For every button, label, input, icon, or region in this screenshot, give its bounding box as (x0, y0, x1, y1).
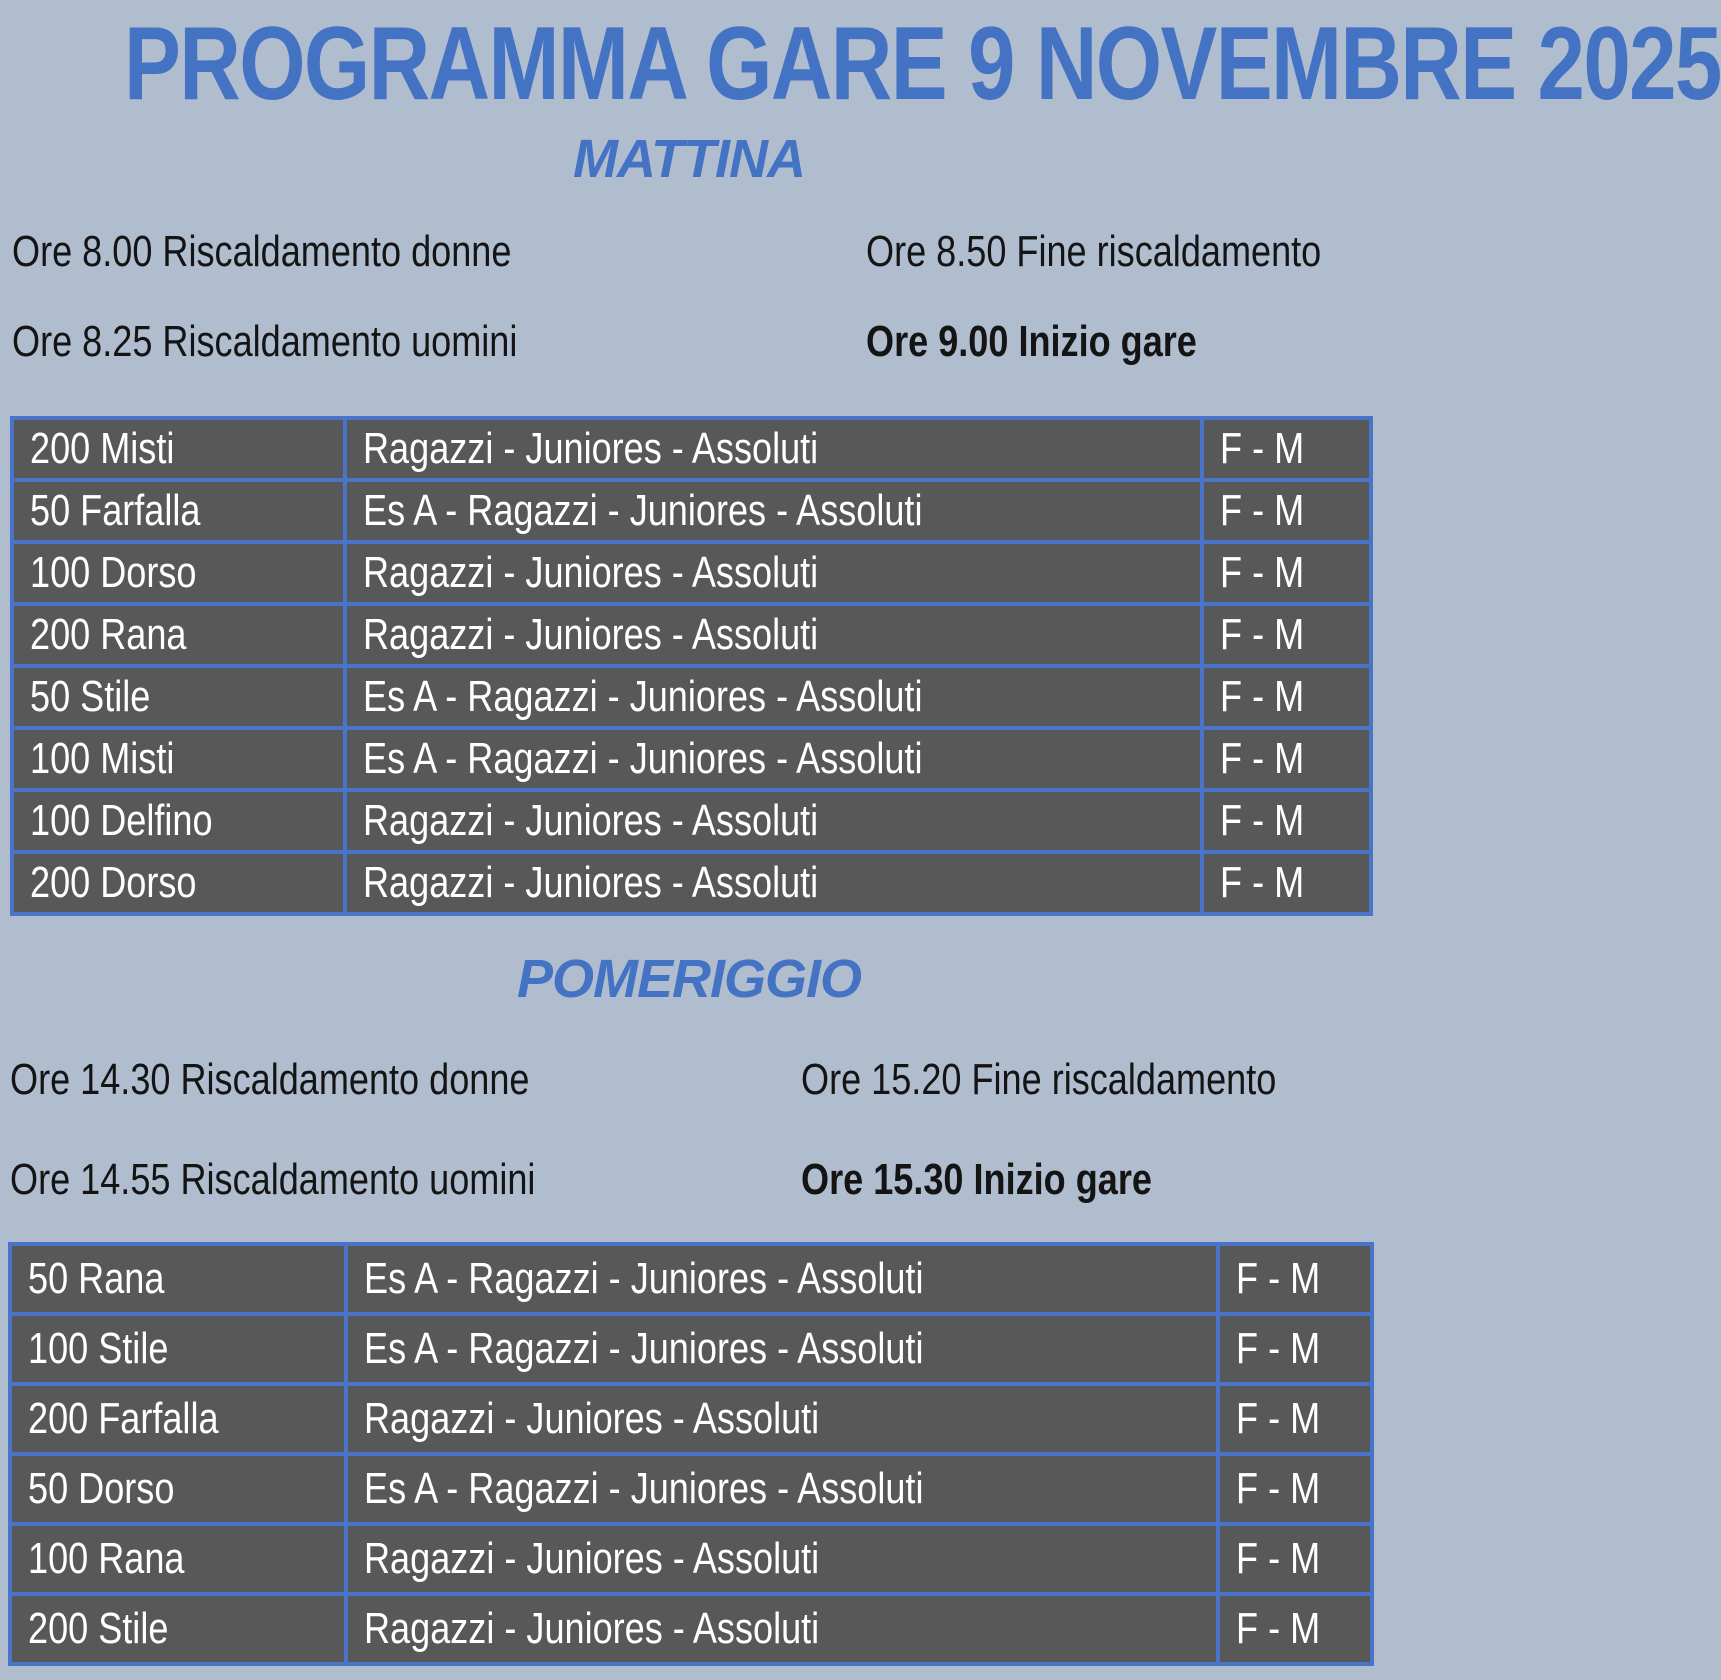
categories-cell-text: Es A - Ragazzi - Juniores - Assoluti (364, 1324, 924, 1373)
race-cell (12, 418, 345, 480)
race-cell-text: 50 Farfalla (30, 486, 201, 535)
table-row (12, 852, 1371, 914)
categories-cell-text: Es A - Ragazzi - Juniores - Assoluti (363, 672, 923, 721)
gender-cell-text: F - M (1220, 858, 1305, 907)
table-row (10, 1314, 1372, 1384)
gender-cell-text: F - M (1220, 796, 1305, 845)
race-cell-text: 200 Farfalla (28, 1394, 219, 1443)
gender-cell (1202, 542, 1371, 604)
gender-cell (1218, 1314, 1372, 1384)
race-cell-text: 100 Misti (30, 734, 175, 783)
race-cell (12, 480, 345, 542)
table-row (10, 1524, 1372, 1594)
afternoon-events-table (8, 1242, 1374, 1666)
race-cell-text: 100 Dorso (30, 548, 197, 597)
categories-cell (346, 1314, 1218, 1384)
race-cell-text: 50 Dorso (28, 1464, 175, 1513)
categories-cell (345, 542, 1202, 604)
gender-cell-text: F - M (1236, 1394, 1321, 1443)
categories-cell-text: Ragazzi - Juniores - Assoluti (363, 858, 819, 907)
gender-cell (1202, 852, 1371, 914)
categories-cell (345, 728, 1202, 790)
categories-cell (346, 1384, 1218, 1454)
table-row (10, 1384, 1372, 1454)
morning-warmup-women: Ore 8.00 Riscaldamento donne (12, 227, 512, 276)
categories-cell-text: Ragazzi - Juniores - Assoluti (364, 1534, 820, 1583)
afternoon-warmup-men: Ore 14.55 Riscaldamento uomini (10, 1155, 536, 1204)
race-cell (10, 1594, 346, 1664)
table-row (12, 604, 1371, 666)
gender-cell (1202, 728, 1371, 790)
gender-cell (1202, 480, 1371, 542)
gender-cell-text: F - M (1220, 486, 1305, 535)
table-row (12, 790, 1371, 852)
race-cell (12, 604, 345, 666)
race-cell (12, 852, 345, 914)
race-cell-text: 200 Dorso (30, 858, 197, 907)
categories-cell (345, 604, 1202, 666)
race-cell (10, 1454, 346, 1524)
categories-cell-text: Ragazzi - Juniores - Assoluti (364, 1394, 820, 1443)
table-row (10, 1454, 1372, 1524)
categories-cell (345, 852, 1202, 914)
gender-cell (1202, 418, 1371, 480)
gender-cell (1202, 604, 1371, 666)
race-cell-text: 50 Stile (30, 672, 151, 721)
table-row (10, 1244, 1372, 1314)
race-cell (10, 1314, 346, 1384)
morning-start-time: Ore 9.00 Inizio gare (866, 317, 1197, 366)
gender-cell-text: F - M (1220, 610, 1305, 659)
morning-heading: MATTINA (573, 129, 805, 189)
categories-cell-text: Ragazzi - Juniores - Assoluti (364, 1604, 820, 1653)
gender-cell (1218, 1244, 1372, 1314)
categories-cell (345, 790, 1202, 852)
race-cell-text: 100 Delfino (30, 796, 213, 845)
gender-cell-text: F - M (1220, 672, 1305, 721)
afternoon-warmup-women: Ore 14.30 Riscaldamento donne (10, 1055, 530, 1104)
gender-cell-text: F - M (1236, 1464, 1321, 1513)
categories-cell (345, 480, 1202, 542)
afternoon-warmup-end: Ore 15.20 Fine riscaldamento (801, 1055, 1277, 1104)
categories-cell-text: Es A - Ragazzi - Juniores - Assoluti (363, 486, 923, 535)
race-cell-text: 200 Rana (30, 610, 187, 659)
race-cell (10, 1244, 346, 1314)
gender-cell (1218, 1594, 1372, 1664)
race-cell-text: 100 Rana (28, 1534, 185, 1583)
gender-cell-text: F - M (1236, 1604, 1321, 1653)
categories-cell-text: Es A - Ragazzi - Juniores - Assoluti (364, 1464, 924, 1513)
gender-cell-text: F - M (1220, 734, 1305, 783)
categories-cell-text: Es A - Ragazzi - Juniores - Assoluti (363, 734, 923, 783)
gender-cell-text: F - M (1236, 1324, 1321, 1373)
categories-cell (346, 1454, 1218, 1524)
gender-cell-text: F - M (1236, 1534, 1321, 1583)
gender-cell-text: F - M (1220, 424, 1305, 473)
morning-warmup-men: Ore 8.25 Riscaldamento uomini (12, 317, 518, 366)
race-cell (12, 542, 345, 604)
gender-cell-text: F - M (1220, 548, 1305, 597)
categories-cell-text: Ragazzi - Juniores - Assoluti (363, 796, 819, 845)
gender-cell (1218, 1384, 1372, 1454)
race-cell-text: 200 Misti (30, 424, 175, 473)
categories-cell (346, 1524, 1218, 1594)
race-cell (12, 666, 345, 728)
categories-cell (345, 666, 1202, 728)
race-cell (10, 1524, 346, 1594)
categories-cell (345, 418, 1202, 480)
morning-warmup-end: Ore 8.50 Fine riscaldamento (866, 227, 1322, 276)
table-row (10, 1594, 1372, 1664)
categories-cell (346, 1594, 1218, 1664)
table-row (12, 418, 1371, 480)
race-cell (12, 728, 345, 790)
race-cell (12, 790, 345, 852)
gender-cell (1202, 666, 1371, 728)
gender-cell (1218, 1524, 1372, 1594)
race-cell-text: 50 Rana (28, 1254, 165, 1303)
table-row (12, 728, 1371, 790)
categories-cell-text: Ragazzi - Juniores - Assoluti (363, 610, 819, 659)
afternoon-heading: POMERIGGIO (516, 949, 862, 1009)
race-cell-text: 100 Stile (28, 1324, 169, 1373)
gender-cell-text: F - M (1236, 1254, 1321, 1303)
categories-cell-text: Ragazzi - Juniores - Assoluti (363, 548, 819, 597)
race-cell-text: 200 Stile (28, 1604, 169, 1653)
table-row (12, 542, 1371, 604)
morning-events-table (10, 416, 1373, 916)
page-title: PROGRAMMA GARE 9 NOVEMBRE 2025 (124, 6, 1721, 122)
categories-cell (346, 1244, 1218, 1314)
categories-cell-text: Es A - Ragazzi - Juniores - Assoluti (364, 1254, 924, 1303)
table-row (12, 480, 1371, 542)
afternoon-start-time: Ore 15.30 Inizio gare (801, 1155, 1152, 1204)
gender-cell (1202, 790, 1371, 852)
table-row (12, 666, 1371, 728)
gender-cell (1218, 1454, 1372, 1524)
race-cell (10, 1384, 346, 1454)
categories-cell-text: Ragazzi - Juniores - Assoluti (363, 424, 819, 473)
